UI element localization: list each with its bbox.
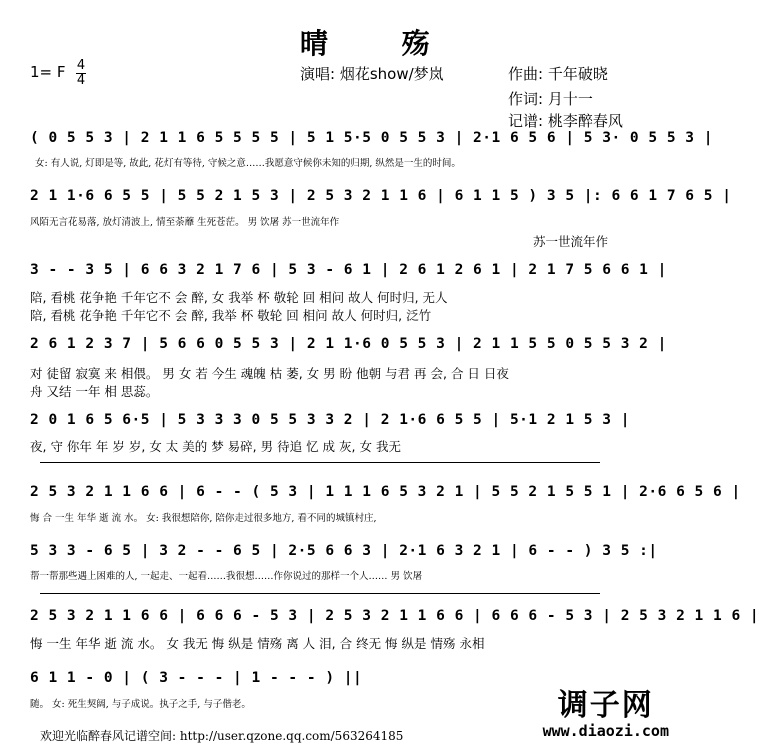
lyric-line: 风陌无言花易落, 放灯清波上, 情至荼蘼 生死苍茫。 男 饮屠 苏一世流年作: [30, 217, 340, 228]
lyric-line: 对 徒留 寂寞 来 相偎。 男 女 若 今生 魂魄 枯 萎, 女 男 盼 他朝 与君 再 会, 合 日 日夜: [30, 366, 509, 381]
lyric-line: 悔 一生 年华 逝 流 水。 女 我无 悔 纵是 情殇 离 人 泪, 合 终无 悔 纵是 情殇 永相: [30, 636, 485, 651]
lyric-line: 陪, 看桃 花争艳 千年它不 会 醉, 女 我举 杯 敬轮 回 相问 故人 何时归, 无人: [30, 290, 448, 305]
lyric-line: 帮一帮那些遇上困难的人, 一起走、一起看……我很想……作你说过的那样一个人…… 男 饮屠: [30, 571, 423, 582]
lyricist-credit: 作词: 月十一: [508, 90, 593, 108]
lyric-line: 苏一世流年作: [533, 234, 609, 249]
volta-bracket: [40, 593, 600, 594]
lyric-line: 女: 有人说, 灯即是等, 故此, 花灯有等待, 守候之意……我愿意守候你未知的归期, 纵然是一生的时间。: [35, 158, 461, 169]
notation-row: 2 5 3 2 1 1 6 6 | 6 6 6 - 5 3 | 2 5 3 2 1 1 6 6 | 6 6 6 - 5 3 | 2 5 3 2 1 1 6 |: [30, 608, 759, 624]
volta-bracket: [40, 462, 600, 463]
notation-row: 5 3 3 - 6 5 | 3 2 - - 6 5 | 2·5 6 6 3 | 2·1 6 3 2 1 | 6 - - ) 3 5 :|: [30, 543, 658, 559]
notation-row: 2 5 3 2 1 1 6 6 | 6 - - ( 5 3 | 1 1 1 6 5 3 2 1 | 5 5 2 1 5 5 1 | 2·6 6 5 6 |: [30, 484, 741, 500]
notation-row: 2 6 1 2 3 7 | 5 6 6 0 5 5 3 | 2 1 1·6 0 5 5 3 | 2 1 1 5 5 0 5 5 3 2 |: [30, 336, 667, 352]
footer-credit: 欢迎光临醉春风记谱空间: http://user.qzone.qq.com/563264185: [40, 729, 404, 743]
singer-credit: 演唱: 烟花show/梦岚: [300, 65, 444, 83]
watermark-title: 调子网: [557, 688, 654, 723]
lyric-line: 舟 又结 一年 相 思蕊。: [30, 384, 159, 399]
time-signature-top: 4: [76, 58, 86, 73]
notation-row: 2 1 1·6 6 5 5 | 5 5 2 1 5 3 | 2 5 3 2 1 1 6 | 6 1 1 5 ) 3 5 |: 6 6 1 7 6 5 |: [30, 188, 732, 204]
notation-row: 3 - - 3 5 | 6 6 3 2 1 7 6 | 5 3 - 6 1 | 2 6 1 2 6 1 | 2 1 7 5 6 6 1 |: [30, 262, 667, 278]
notation-row: ( 0 5 5 3 | 2 1 1 6 5 5 5 5 | 5 1 5·5 0 5 5 3 | 2·1 6 5 6 | 5 3· 0 5 5 3 |: [30, 130, 714, 146]
notation-row: 2 0 1 6 5 6·5 | 5 3 3 3 0 5 5 3 3 2 | 2 1·6 6 5 5 | 5·1 2 1 5 3 |: [30, 412, 630, 428]
transcriber-credit: 记谱: 桃李醉春风: [508, 112, 623, 130]
composer-credit: 作曲: 千年破晓: [508, 65, 608, 83]
song-title: 晴 殇: [300, 27, 462, 60]
lyric-line: 夜, 守 你年 年 岁 岁, 女 太 美的 梦 易碎, 男 待追 忆 成 灰, 女 我无: [30, 439, 401, 454]
watermark-url: www.diaozi.com: [542, 722, 669, 740]
lyric-line: 陪, 看桃 花争艳 千年它不 会 醉, 我举 杯 敬轮 回 相问 故人 何时归, 泛竹: [30, 308, 432, 323]
lyric-line: 随。 女: 死生契阔, 与子成说。执子之手, 与子偕老。: [30, 699, 251, 710]
lyric-line: 悔 合 一生 年华 逝 流 水。 女: 我很想陪你, 陪你走过很多地方, 看不同的城镇村庄,: [30, 513, 377, 524]
notation-row: 6 1 1 - 0 | ( 3 - - - | 1 - - - ) ||: [30, 670, 363, 686]
time-signature-bottom: 4: [76, 73, 86, 88]
site-watermark: [543, 680, 669, 740]
key-signature: 1= F: [30, 63, 66, 81]
time-signature: [76, 60, 86, 87]
